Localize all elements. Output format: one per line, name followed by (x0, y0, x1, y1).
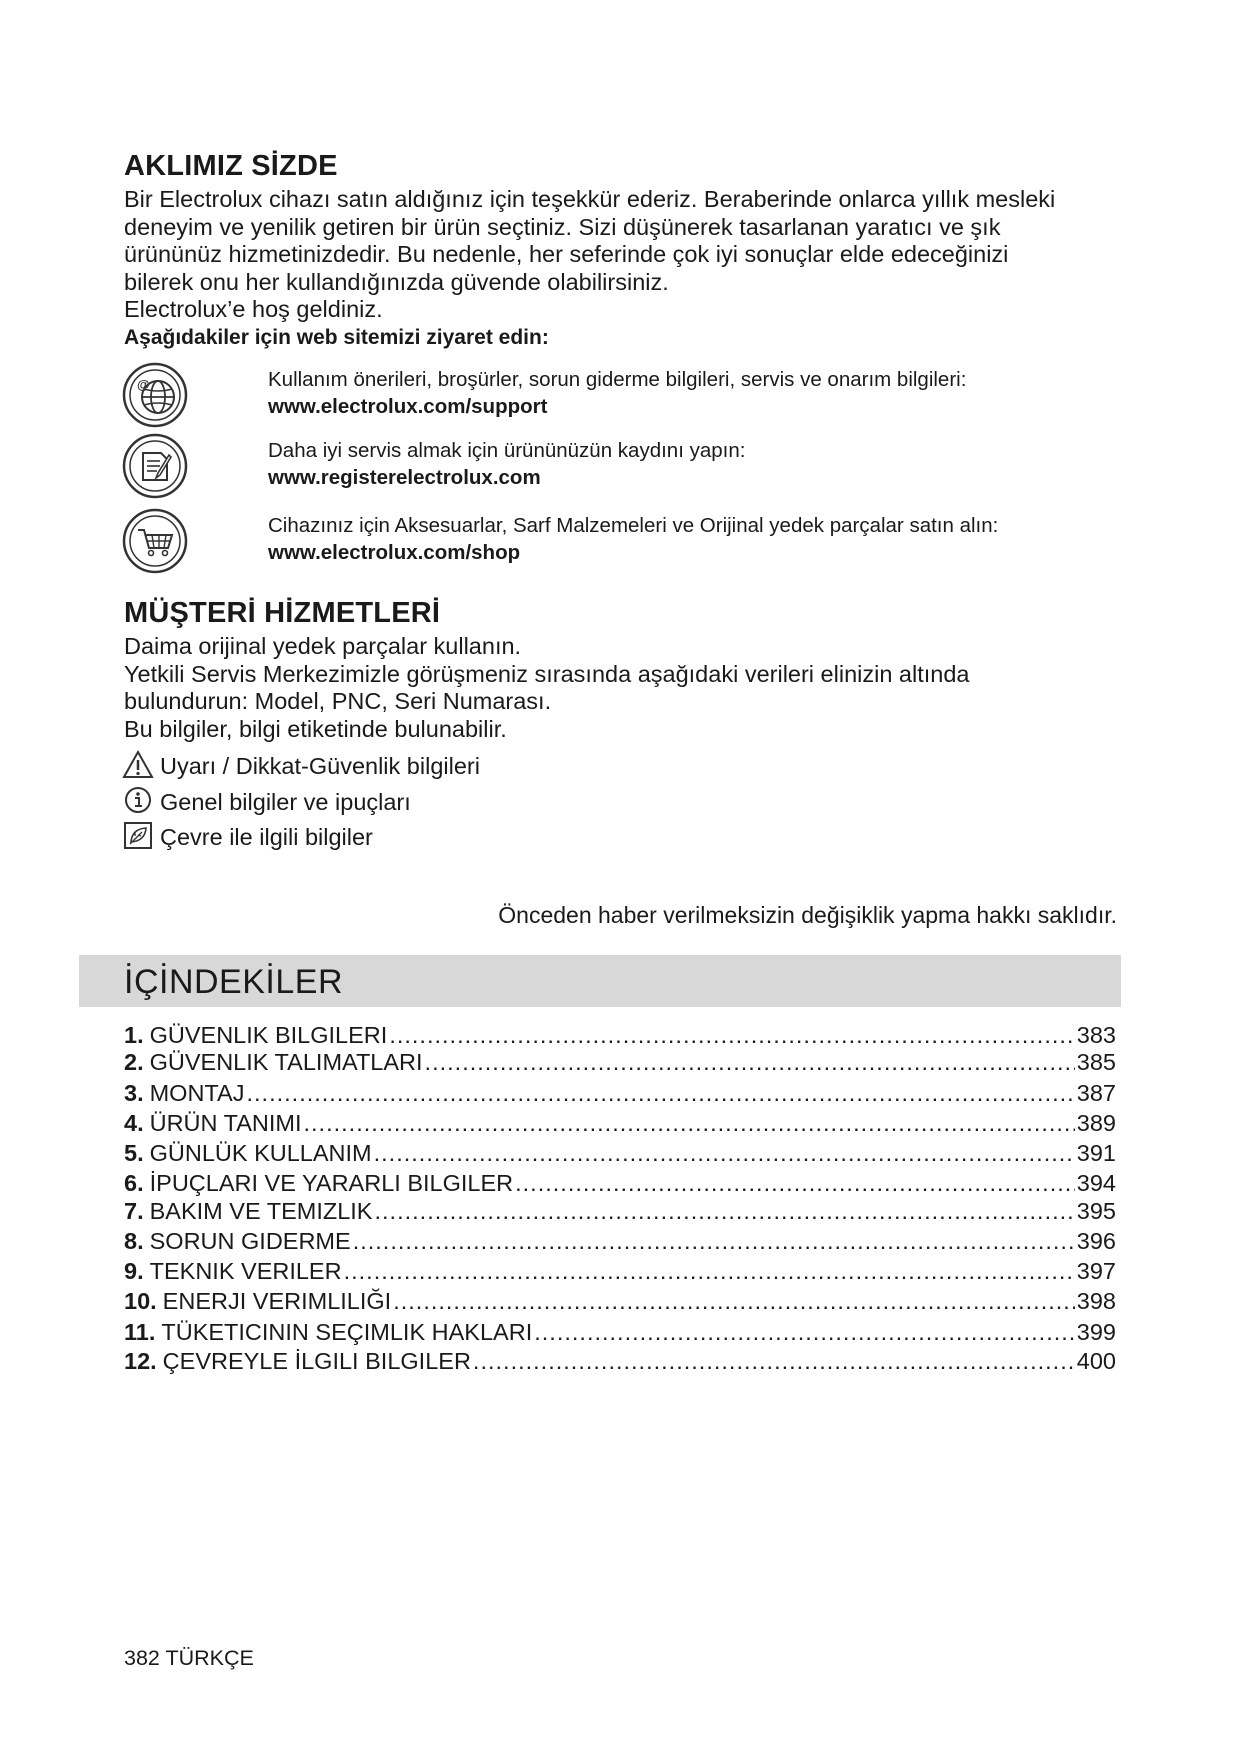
toc-item-number: 7. (124, 1198, 144, 1224)
welcome-paragraph (124, 186, 1124, 352)
toc-item-title: BAKIM VE TEMIZLIK (149, 1198, 373, 1224)
register-link-url[interactable]: www.registerelectrolux.com (268, 466, 541, 489)
customer-service-line: Bu bilgiler, bilgi etiketinde bulunabilir. (124, 715, 507, 742)
register-icon (122, 433, 188, 499)
register-link-description: Daha iyi servis almak için ürününüzün kaydını yapın: (268, 439, 746, 462)
toc-item-title: ENERJI VERIMLILIĞI (162, 1288, 392, 1314)
customer-service-line: Yetkili Servis Merkezimizle görüşmeniz sırasında aşağıdaki verileri elinizin altında (124, 660, 970, 687)
toc-item-title: GÜVENLIK TALIMATLARI (149, 1049, 423, 1075)
toc-header-band (79, 955, 1121, 1007)
toc-item[interactable] (124, 1258, 1116, 1288)
toc-leader-dots (246, 1080, 1074, 1107)
shop-link-url[interactable]: www.electrolux.com/shop (268, 541, 521, 564)
toc-item-number: 10. (124, 1288, 157, 1314)
toc-item-page: 400 (1076, 1348, 1116, 1374)
svg-text:@: @ (137, 377, 150, 392)
toc-item-title: GÜVENLIK BILGILERI (149, 1022, 388, 1048)
toc-item[interactable] (124, 1022, 1116, 1049)
toc-item-page: 385 (1076, 1049, 1116, 1075)
toc-leader-dots (374, 1140, 1075, 1167)
toc-item[interactable] (124, 1110, 1116, 1140)
toc-item-page: 391 (1076, 1140, 1116, 1166)
toc-item-title: TEKNIK VERILER (149, 1258, 342, 1284)
toc-leader-dots (515, 1170, 1075, 1197)
customer-service-line: bulundurun: Model, PNC, Seri Numarası. (124, 688, 552, 715)
toc-leader-dots (353, 1228, 1075, 1255)
environment-leaf-icon (122, 820, 154, 852)
toc-leader-dots (344, 1258, 1075, 1285)
toc-item-page: 395 (1076, 1198, 1116, 1224)
toc-item-page: 389 (1076, 1110, 1116, 1136)
globe-icon (122, 362, 188, 428)
toc-item-page: 387 (1076, 1080, 1116, 1106)
toc-title: İÇİNDEKİLER (124, 963, 343, 1001)
toc-item[interactable] (124, 1080, 1116, 1110)
toc-item-number: 4. (124, 1110, 144, 1136)
support-link-url[interactable]: www.electrolux.com/support (268, 395, 548, 418)
table-of-contents (124, 1022, 1116, 1376)
warning-icon (122, 749, 154, 781)
legend-warning-text: Uyarı / Dikkat-Güvenlik bilgileri (160, 753, 480, 779)
toc-item-title: TÜKETICININ SEÇIMLIK HAKLARI (161, 1319, 533, 1345)
welcome-line: Bir Electrolux cihazı satın aldığınız için teşekkür ederiz. Beraberinde onlarca yıllık mesleki (124, 186, 1056, 212)
welcome-line: bilerek onu her kullandığınızda güvende olabilirsiniz. (124, 268, 669, 295)
toc-item-page: 394 (1076, 1170, 1116, 1196)
toc-item[interactable] (124, 1170, 1116, 1198)
welcome-line: deneyim ve yenilik getiren bir ürün seçtiniz. Sizi düşünerek tasarlanan yaratıcı ve şık (124, 213, 1001, 240)
toc-item[interactable] (124, 1049, 1116, 1080)
support-link-row[interactable] (122, 362, 1122, 434)
toc-item[interactable] (124, 1288, 1116, 1319)
toc-item[interactable] (124, 1228, 1116, 1258)
toc-leader-dots (534, 1319, 1075, 1346)
customer-service-text (124, 633, 1124, 743)
welcome-line: ürününüz hizmetinizdedir. Bu nedenle, her seferinde çok iyi sonuçlar elde edeceğinizi (124, 241, 1009, 268)
toc-item-number: 3. (124, 1080, 144, 1106)
toc-item-title: ÜRÜN TANIMI (149, 1110, 302, 1136)
toc-leader-dots (473, 1348, 1075, 1375)
toc-item-page: 398 (1076, 1288, 1116, 1314)
change-notice: Önceden haber verilmeksizin değişiklik yapma hakkı saklıdır. (498, 902, 1117, 928)
toc-item[interactable] (124, 1348, 1116, 1376)
info-icon (122, 785, 154, 817)
toc-item-title: MONTAJ (149, 1080, 245, 1106)
toc-item-page: 397 (1076, 1258, 1116, 1284)
toc-item-title: GÜNLÜK KULLANIM (149, 1140, 372, 1166)
toc-item-title: SORUN GIDERME (149, 1228, 351, 1254)
support-link-description: Kullanım önerileri, broşürler, sorun giderme bilgileri, servis ve onarım bilgileri: (268, 368, 967, 391)
toc-item-number: 5. (124, 1140, 144, 1166)
register-link-row[interactable] (122, 433, 1122, 505)
customer-service-line: Daima orijinal yedek parçalar kullanın. (124, 633, 522, 659)
toc-leader-dots (374, 1198, 1074, 1225)
page-footer: 382 TÜRKÇE (124, 1646, 254, 1670)
legend-info-text: Genel bilgiler ve ipuçları (160, 789, 411, 815)
toc-leader-dots (389, 1022, 1074, 1049)
customer-service-title: MÜŞTERİ HİZMETLERİ (124, 597, 441, 629)
shop-link-row[interactable] (122, 508, 1122, 580)
toc-item-page: 396 (1076, 1228, 1116, 1254)
toc-item-number: 1. (124, 1022, 144, 1048)
toc-item[interactable] (124, 1198, 1116, 1228)
toc-item-number: 2. (124, 1049, 144, 1075)
toc-leader-dots (304, 1110, 1075, 1137)
toc-item[interactable] (124, 1319, 1116, 1348)
shop-link-description: Cihazınız için Aksesuarlar, Sarf Malzemeleri ve Orijinal yedek parçalar satın alın: (268, 514, 999, 537)
welcome-greeting: Electrolux’e hoş geldiniz. (124, 296, 383, 323)
visit-heading: Aşağıdakiler için web sitemizi ziyaret edin: (124, 325, 549, 349)
shopping-cart-icon (122, 508, 188, 574)
welcome-title: AKLIMIZ SİZDE (124, 150, 338, 182)
toc-item-number: 11. (124, 1319, 156, 1345)
toc-item-number: 12. (124, 1348, 157, 1374)
toc-item-page: 383 (1076, 1022, 1116, 1048)
toc-item-number: 8. (124, 1228, 144, 1254)
toc-leader-dots (393, 1288, 1075, 1315)
toc-leader-dots (425, 1049, 1075, 1076)
toc-item-number: 9. (124, 1258, 144, 1284)
toc-item-page: 399 (1076, 1319, 1116, 1345)
toc-item-number: 6. (124, 1170, 144, 1196)
toc-item-title: İPUÇLARI VE YARARLI BILGILER (149, 1170, 514, 1196)
legend-environment-text: Çevre ile ilgili bilgiler (160, 824, 373, 850)
toc-item[interactable] (124, 1140, 1116, 1170)
toc-item-title: ÇEVREYLE İLGILI BILGILER (162, 1348, 471, 1374)
